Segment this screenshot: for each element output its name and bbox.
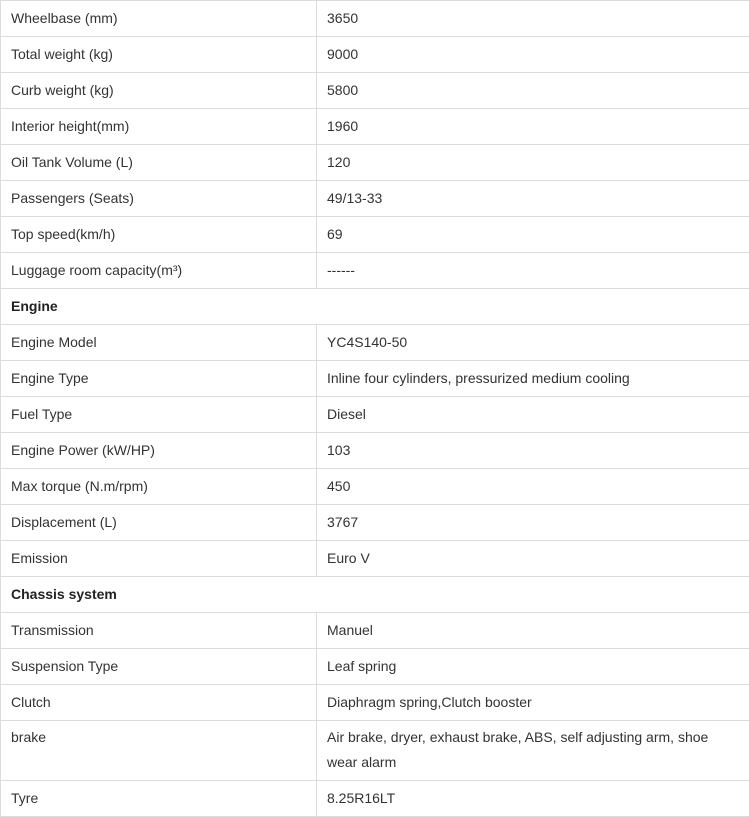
spec-value: 9000 <box>317 37 749 73</box>
spec-label: Oil Tank Volume (L) <box>1 145 317 181</box>
spec-table-body <box>1 1 749 817</box>
table-row <box>1 145 749 181</box>
section-header <box>1 289 749 325</box>
spec-label: Tyre <box>1 781 317 817</box>
spec-label: Transmission <box>1 613 317 649</box>
table-row <box>1 433 749 469</box>
spec-value: 69 <box>317 217 749 253</box>
table-row <box>1 469 749 505</box>
spec-label: Suspension Type <box>1 649 317 685</box>
spec-label: Wheelbase (mm) <box>1 1 317 37</box>
spec-value: Euro V <box>317 541 749 577</box>
spec-value: 49/13-33 <box>317 181 749 217</box>
spec-label: Interior height(mm) <box>1 109 317 145</box>
spec-value: Leaf spring <box>317 649 749 685</box>
spec-label: Engine Model <box>1 325 317 361</box>
spec-value: ------ <box>317 253 749 289</box>
table-row <box>1 217 749 253</box>
spec-label: Engine Type <box>1 361 317 397</box>
spec-value: Manuel <box>317 613 749 649</box>
table-row <box>1 685 749 721</box>
section-title: Engine <box>1 289 749 325</box>
spec-label: Total weight (kg) <box>1 37 317 73</box>
table-row <box>1 109 749 145</box>
table-row <box>1 649 749 685</box>
table-row <box>1 613 749 649</box>
spec-label: Clutch <box>1 685 317 721</box>
section-header <box>1 577 749 613</box>
table-row <box>1 253 749 289</box>
table-row <box>1 181 749 217</box>
spec-value: Air brake, dryer, exhaust brake, ABS, self adjusting arm, shoe wear alarm <box>317 721 749 781</box>
section-title: Chassis system <box>1 577 749 613</box>
spec-value: 120 <box>317 145 749 181</box>
spec-value: Diaphragm spring,Clutch booster <box>317 685 749 721</box>
spec-label: Luggage room capacity(m³) <box>1 253 317 289</box>
table-row <box>1 397 749 433</box>
spec-value: 8.25R16LT <box>317 781 749 817</box>
table-row <box>1 541 749 577</box>
spec-value: 3767 <box>317 505 749 541</box>
table-row <box>1 721 749 781</box>
spec-label: Fuel Type <box>1 397 317 433</box>
table-row <box>1 325 749 361</box>
spec-label: Passengers (Seats) <box>1 181 317 217</box>
spec-label: brake <box>1 721 317 781</box>
spec-value: YC4S140-50 <box>317 325 749 361</box>
spec-value: Diesel <box>317 397 749 433</box>
table-row <box>1 73 749 109</box>
table-row <box>1 1 749 37</box>
spec-label: Emission <box>1 541 317 577</box>
spec-label: Engine Power (kW/HP) <box>1 433 317 469</box>
spec-label: Displacement (L) <box>1 505 317 541</box>
table-row <box>1 781 749 817</box>
spec-value: Inline four cylinders, pressurized medium cooling <box>317 361 749 397</box>
table-row <box>1 361 749 397</box>
spec-value: 103 <box>317 433 749 469</box>
table-row <box>1 37 749 73</box>
spec-value: 450 <box>317 469 749 505</box>
spec-value: 3650 <box>317 1 749 37</box>
spec-label: Curb weight (kg) <box>1 73 317 109</box>
spec-label: Top speed(km/h) <box>1 217 317 253</box>
spec-value: 5800 <box>317 73 749 109</box>
spec-label: Max torque (N.m/rpm) <box>1 469 317 505</box>
spec-value: 1960 <box>317 109 749 145</box>
table-row <box>1 505 749 541</box>
